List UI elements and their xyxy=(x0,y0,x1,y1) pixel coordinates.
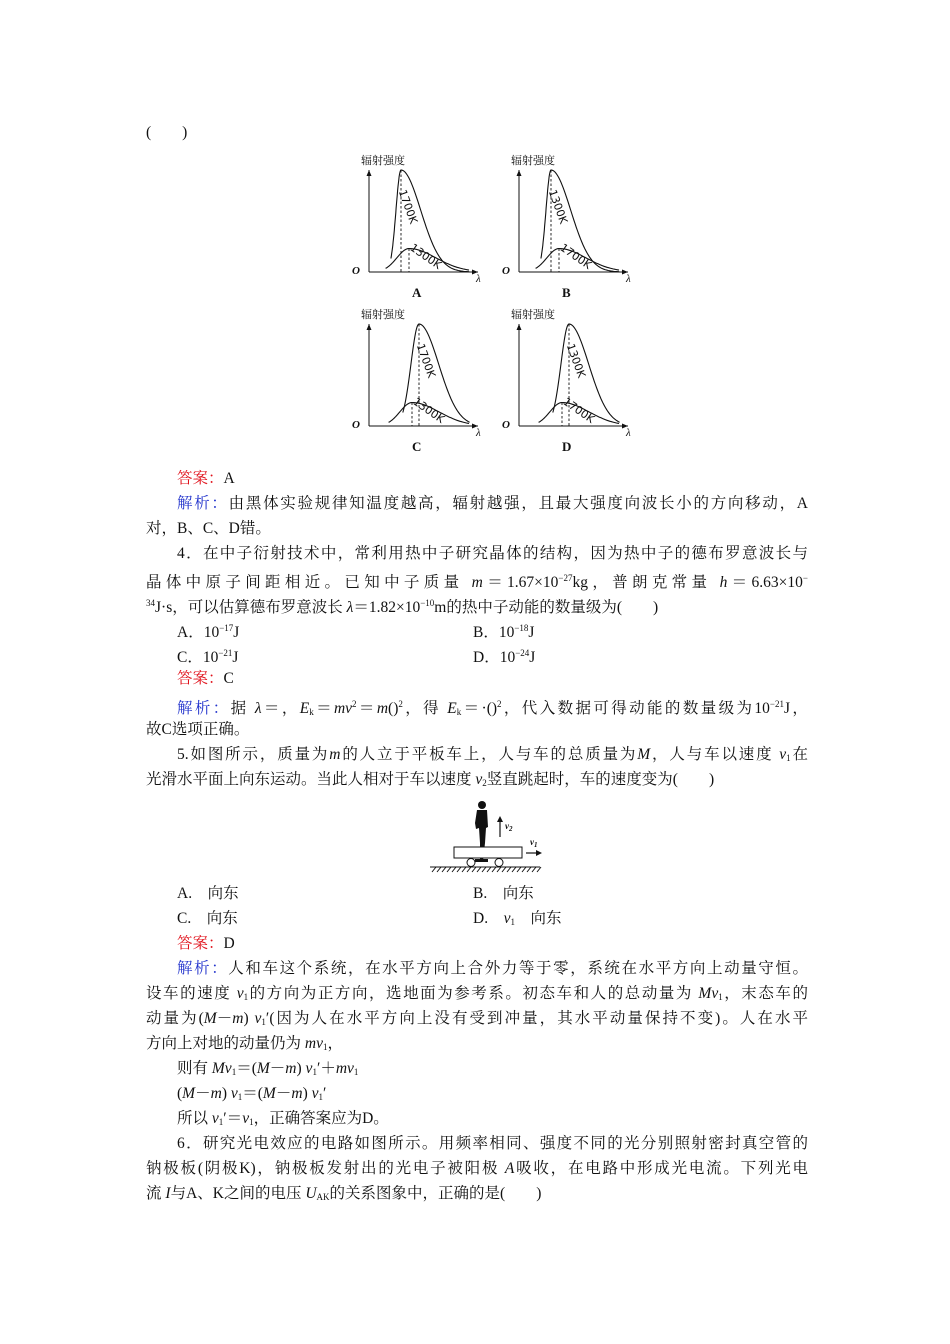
question-5-solution-and-question-6 xyxy=(146,931,808,1206)
text-segment: M xyxy=(637,746,651,763)
text-segment: D．10 xyxy=(473,649,516,666)
text-segment: D xyxy=(223,935,235,952)
curve-1700K xyxy=(403,324,470,422)
text-segment: 晶体中原子间距相近。已知中子质量 xyxy=(146,574,472,591)
curve-label: 1300K xyxy=(563,342,589,380)
text-line xyxy=(146,717,808,742)
text-segment: ＝6.63×10 xyxy=(727,574,803,591)
text-segment: 的人立于平板车上，人与车的总质量为 xyxy=(340,746,638,763)
text-segment: m xyxy=(291,1085,303,1102)
analysis-label: 解析： xyxy=(177,700,231,717)
answer-label: 答案： xyxy=(177,670,224,687)
analysis-label: 解析： xyxy=(177,960,229,977)
curve-1700K xyxy=(391,170,469,272)
text-segment: −17 xyxy=(219,623,234,633)
text-line xyxy=(146,981,808,1006)
text-segment: −27 xyxy=(558,573,573,583)
cart-body xyxy=(454,847,522,858)
curve-1300K xyxy=(541,170,619,272)
text-segment: 1 xyxy=(261,1017,266,1027)
chart-letter: B xyxy=(562,285,571,300)
text-segment: ，人与车以速度 xyxy=(650,746,780,763)
text-segment: h xyxy=(719,574,728,591)
text-segment: 的方向为正方向，选地面为参考系。初态车和人的总动量为 xyxy=(248,985,699,1002)
text-segment: 设车的速度 xyxy=(146,985,237,1002)
text-segment: 2 xyxy=(398,699,403,709)
chart-letter: C xyxy=(412,439,422,454)
text-segment: v xyxy=(254,1010,262,1027)
text-segment: 竖直跳起时，车的速度变为( ) xyxy=(486,771,715,788)
y-axis-arrow xyxy=(517,170,522,176)
text-line xyxy=(146,1031,808,1056)
text-segment: Mv xyxy=(698,985,719,1002)
text-segment: λ xyxy=(346,599,354,616)
text-segment: 方向上对地的动量仍为 xyxy=(146,1035,305,1052)
text-segment: 在 xyxy=(790,746,808,763)
text-segment: － xyxy=(275,1085,292,1102)
text-segment: k xyxy=(456,707,462,717)
v1-label: $v_1$ xyxy=(530,837,538,849)
text-line xyxy=(146,1181,808,1206)
curve-1300K xyxy=(389,403,469,424)
text-segment: M xyxy=(256,1060,270,1077)
text-segment: 4．在中子衍射技术中，常利用热中子研究晶体的结构，因为热中子的德布罗意波长与 xyxy=(177,545,808,562)
cart-figure xyxy=(430,795,570,875)
text-segment: 则有 xyxy=(177,1060,212,1077)
origin-label: O xyxy=(502,419,510,431)
curve-1700K xyxy=(539,403,619,424)
text-segment: ) xyxy=(243,1010,255,1027)
text-segment: B．10 xyxy=(473,624,515,641)
text-segment: C xyxy=(223,670,234,687)
text-segment: v xyxy=(211,1110,219,1127)
answer-label: 答案： xyxy=(177,470,224,487)
text-segment: J xyxy=(528,624,535,641)
text-segment: m xyxy=(329,746,341,763)
text-line xyxy=(146,1081,808,1106)
text-segment: ，正确答案应为D。 xyxy=(253,1110,389,1127)
curve-1300K xyxy=(386,249,469,271)
curve-label: 1300K xyxy=(545,188,571,226)
text-segment: ＝( xyxy=(242,1085,263,1102)
text-segment: 1 xyxy=(318,1092,323,1102)
text-line xyxy=(146,516,808,541)
text-segment: kg，普朗克常量 xyxy=(572,574,720,591)
text-line xyxy=(146,956,808,981)
option-B[interactable] xyxy=(473,881,534,906)
text-segment: ′＝ xyxy=(223,1110,243,1127)
text-segment: v xyxy=(242,1110,250,1127)
text-segment: 6．研究光电效应的电路如图所示。用频率相同、强度不同的光分别照射密封真空管的 xyxy=(177,1135,808,1152)
text-segment: 1 xyxy=(237,1092,243,1102)
text-segment: 1 xyxy=(718,992,723,1002)
text-segment: A xyxy=(223,470,235,487)
text-segment: I xyxy=(165,1185,171,1202)
text-segment: 1 xyxy=(322,1042,328,1052)
chart-A xyxy=(350,148,490,308)
text-line xyxy=(146,1131,808,1156)
option-D[interactable] xyxy=(473,906,561,931)
text-segment: m的热中子动能的数量级为( ) xyxy=(434,599,659,616)
text-segment: J， xyxy=(783,700,808,717)
text-segment: v xyxy=(230,1085,238,1102)
text-segment: −24 xyxy=(515,648,530,658)
text-segment: v xyxy=(305,1060,313,1077)
text-segment: −10 xyxy=(420,598,435,608)
text-segment: mv xyxy=(333,700,353,717)
text-segment: ＝ xyxy=(313,700,334,717)
text-line xyxy=(146,566,808,591)
text-segment: v xyxy=(503,910,511,927)
text-line xyxy=(146,466,808,491)
text-segment: U xyxy=(305,1185,317,1202)
text-segment: 由黑体实验规律知温度越高，辐射越强，且最大强度向波长小的方向移动，A xyxy=(228,495,808,512)
text-segment: － xyxy=(216,1010,233,1027)
text-segment: 向东 xyxy=(514,910,562,927)
text-segment: 1 xyxy=(243,992,249,1002)
curve-label: 1300K xyxy=(410,394,447,426)
question-3-solution-and-question-4 xyxy=(146,466,808,691)
text-segment: M xyxy=(203,1010,217,1027)
text-segment: ＝ xyxy=(356,700,377,717)
option-B[interactable] xyxy=(473,616,534,641)
chart-D xyxy=(500,302,640,462)
text-segment: ′(因为人在水平方向上没有受到冲量，其水平动量保持不变)。人在水平 xyxy=(265,1010,808,1027)
text-segment: E xyxy=(447,700,457,717)
analysis-label: 解析： xyxy=(177,495,229,512)
y-axis-label: 辐射强度 xyxy=(511,154,555,167)
option-A[interactable] xyxy=(177,616,239,641)
curve-label: 1300K xyxy=(407,240,444,272)
text-line xyxy=(146,931,808,956)
text-segment: 1 xyxy=(353,1067,359,1077)
text-segment: m xyxy=(285,1060,297,1077)
text-segment: 故C选项正确。 xyxy=(146,721,250,738)
chart-C xyxy=(350,302,490,462)
text-segment: −21 xyxy=(769,699,784,709)
text-segment: M xyxy=(262,1085,276,1102)
x-axis-label: λ xyxy=(476,273,481,285)
text-segment: ) xyxy=(302,1085,312,1102)
text-segment: ，得 xyxy=(402,700,448,717)
text-segment: −21 xyxy=(218,648,233,658)
v2-label: $v_2$ xyxy=(505,821,513,833)
text-line xyxy=(146,1106,808,1131)
origin-label: O xyxy=(352,419,360,431)
x-axis-label: λ xyxy=(626,427,631,439)
origin-label: O xyxy=(502,265,510,277)
text-segment: 1 xyxy=(231,1067,237,1077)
text-segment: m xyxy=(471,574,483,591)
text-segment: 2 xyxy=(497,699,502,709)
text-segment: ′ xyxy=(323,1085,327,1102)
origin-label: O xyxy=(352,265,360,277)
text-segment: E xyxy=(299,700,310,717)
v2-arrow xyxy=(497,816,503,837)
text-segment: D. xyxy=(473,910,504,927)
text-segment: J·s，可以估算德布罗意波长 xyxy=(155,599,347,616)
x-axis-label: λ xyxy=(626,273,631,285)
text-segment: mv xyxy=(335,1060,354,1077)
curve-label: 1700K xyxy=(395,188,421,226)
option-D[interactable] xyxy=(473,641,535,666)
text-segment: 的关系图象中，正确的是( ) xyxy=(329,1185,542,1202)
curve-label: 1700K xyxy=(413,342,439,380)
text-segment: 5.如图所示，质量为 xyxy=(177,746,330,763)
text-segment: − xyxy=(802,573,808,583)
y-axis-arrow xyxy=(367,324,372,330)
text-segment: 光滑水平面上向东运动。当此人相对于车以速度 xyxy=(146,771,476,788)
text-segment: － xyxy=(195,1085,211,1102)
text-segment: J xyxy=(232,649,239,666)
text-line xyxy=(146,767,808,792)
text-line xyxy=(146,491,808,516)
text-segment: 吸收，在电路中形成光电流。下列光电 xyxy=(514,1160,808,1177)
text-segment: ＝1.82×10 xyxy=(353,599,421,616)
text-segment: ＝1.67×10 xyxy=(482,574,559,591)
curve-1700K xyxy=(536,249,619,271)
text-segment: 流 xyxy=(146,1185,166,1202)
text-segment: M xyxy=(182,1085,196,1102)
text-segment: A．10 xyxy=(177,624,220,641)
text-segment: v xyxy=(311,1085,319,1102)
text-segment: k xyxy=(309,707,314,717)
text-line xyxy=(146,1056,808,1081)
text-line xyxy=(146,1156,808,1181)
text-segment: λ xyxy=(254,700,262,717)
ground xyxy=(430,867,541,872)
text-segment: 1 xyxy=(786,753,791,763)
text-segment: C. 向东 xyxy=(177,910,238,927)
text-segment: ，代入数据可得动能的数量级为10 xyxy=(501,700,770,717)
x-axis-label: λ xyxy=(476,427,481,439)
curve-label: 1700K xyxy=(560,394,597,426)
text-segment: J xyxy=(233,624,240,641)
y-axis-arrow xyxy=(517,324,522,330)
y-axis-label: 辐射强度 xyxy=(511,308,555,321)
text-segment: m xyxy=(210,1085,222,1102)
y-axis-label: 辐射强度 xyxy=(361,154,405,167)
text-line xyxy=(146,692,808,717)
chart-B xyxy=(500,148,640,308)
chart-letter: D xyxy=(562,439,572,454)
question-4-answer xyxy=(146,666,808,691)
text-segment: ) xyxy=(296,1060,306,1077)
text-segment: AK xyxy=(316,1192,330,1202)
text-segment: 人和车这个系统，在水平方向上合外力等于零，系统在水平方向上动量守恒。 xyxy=(228,960,808,977)
question-4-solution-and-question-5 xyxy=(146,692,808,792)
text-segment: 对，B、C、D错。 xyxy=(146,520,271,537)
cart-wheel xyxy=(467,859,475,867)
text-segment: A xyxy=(504,1160,515,1177)
text-segment: ′＋ xyxy=(316,1060,336,1077)
text-segment: 2 xyxy=(352,699,357,709)
v1-arrow xyxy=(526,850,542,856)
text-segment: C．10 xyxy=(177,649,219,666)
text-segment: 所以 xyxy=(177,1110,212,1127)
answer-label: 答案： xyxy=(177,935,224,952)
text-segment: ＝， xyxy=(261,700,300,717)
text-segment: −18 xyxy=(514,623,529,633)
text-segment: v xyxy=(236,985,244,1002)
question-3-answer-bracket: ( ) xyxy=(146,124,188,141)
y-axis-label: 辐射强度 xyxy=(361,308,405,321)
text-segment: 2 xyxy=(482,778,487,788)
text-segment: mv xyxy=(304,1035,323,1052)
text-segment: ) xyxy=(221,1085,231,1102)
text-segment: 动量为( xyxy=(146,1010,204,1027)
text-line xyxy=(146,541,808,566)
text-segment: 1 xyxy=(510,917,515,927)
text-segment: m xyxy=(232,1010,244,1027)
chart-letter: A xyxy=(412,285,422,300)
text-segment: v xyxy=(475,771,483,788)
text-segment: A. 向东 xyxy=(177,885,239,902)
text-segment: ( xyxy=(177,1085,183,1102)
text-segment: v xyxy=(779,746,787,763)
text-segment: 34 xyxy=(146,598,155,608)
text-segment: 1 xyxy=(218,1117,224,1127)
text-line xyxy=(146,1006,808,1031)
text-segment: 1 xyxy=(312,1067,317,1077)
text-segment: Mv xyxy=(211,1060,232,1077)
text-segment: 与A、K之间的电压 xyxy=(170,1185,306,1202)
option-C[interactable] xyxy=(177,906,238,931)
text-segment: ，末态车的 xyxy=(722,985,808,1002)
text-segment: 据 xyxy=(230,700,255,717)
y-axis-arrow xyxy=(367,170,372,176)
text-line xyxy=(146,591,808,616)
text-segment: J xyxy=(529,649,536,666)
text-segment: () xyxy=(388,700,399,717)
person-on-cart-diagram xyxy=(430,795,570,875)
text-segment: 1 xyxy=(249,1117,254,1127)
text-segment: ＝·() xyxy=(461,700,498,717)
text-segment: B. 向东 xyxy=(473,885,534,902)
text-line xyxy=(146,742,808,767)
curve-label: 1700K xyxy=(557,240,594,272)
text-segment: ＝( xyxy=(236,1060,257,1077)
cart-wheel xyxy=(495,859,503,867)
option-C[interactable] xyxy=(177,641,238,666)
text-segment: 钠极板(阴极K)，钠极板发射出的光电子被阳极 xyxy=(146,1160,505,1177)
option-A[interactable] xyxy=(177,881,239,906)
text-segment: ， xyxy=(327,1035,343,1052)
text-segment: － xyxy=(269,1060,286,1077)
curve-1300K xyxy=(553,324,620,422)
text-segment: m xyxy=(376,700,389,717)
